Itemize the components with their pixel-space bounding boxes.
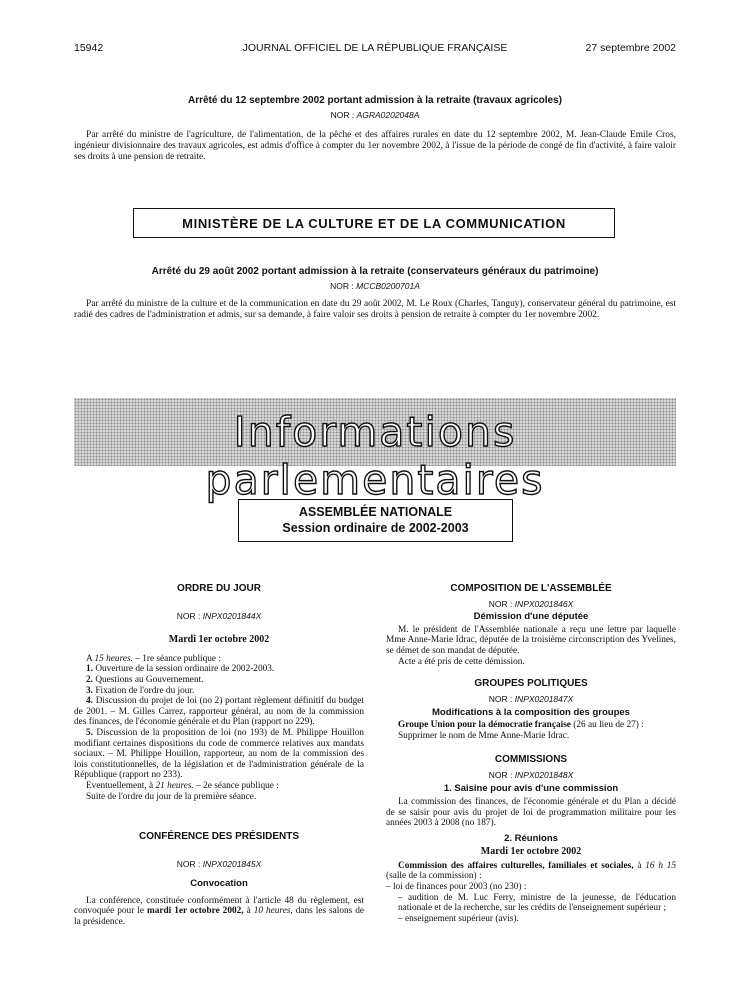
conference-text-c: à: [246, 906, 251, 917]
commissions-sub2: 2. Réunions: [504, 832, 558, 844]
group-count: (26 au lieu de 27) :: [573, 719, 644, 730]
commissions-sub1: 1. Saisine pour avis d'une commission: [443, 783, 619, 795]
commissions-nor: [386, 770, 676, 781]
nor-label: NOR :: [488, 598, 513, 609]
bullet-item: – enseignement supérieur (avis).: [398, 913, 519, 924]
page-number: 15942: [74, 42, 104, 54]
nor-code: INPX0201844X: [202, 610, 262, 621]
journal-title: JOURNAL OFFICIEL DE LA RÉPUBLIQUE FRANÇAISE: [242, 42, 508, 54]
list-item: [74, 675, 364, 686]
ordre-date: Mardi 1er octobre 2002: [168, 634, 270, 646]
list-item: [74, 696, 364, 728]
commissions-heading: COMMISSIONS: [494, 754, 568, 766]
ordre-items: [74, 664, 364, 781]
ordre-intro: A 15 heures. – 1re séance publique :: [86, 653, 221, 664]
commissions-date: Mardi 1er octobre 2002: [480, 846, 582, 858]
groupes-text2: Supprimer le nom de Mme Anne-Marie Idrac.: [398, 730, 570, 741]
commission-a: à: [637, 860, 642, 871]
list-item: [74, 728, 364, 781]
decree1-nor: [74, 110, 676, 120]
issue-date: 27 septembre 2002: [585, 42, 676, 54]
decree2-title: Arrêté du 29 août 2002 portant admission à la retraite (conservateurs généraux du patrimoine): [151, 266, 599, 277]
evening-prefix: Eventuellement, à: [86, 780, 154, 791]
ordre-evening: [74, 781, 364, 792]
running-header: [74, 42, 676, 58]
nor-code: INPX0201848X: [514, 769, 574, 780]
list-item: [74, 664, 364, 675]
nor-label: NOR :: [176, 858, 201, 869]
decree1-title: Arrêté du 12 septembre 2002 portant admission à la retraite (travaux agricoles): [187, 95, 563, 106]
item-number: 5.: [86, 727, 93, 738]
intro-rest: – 1re séance publique :: [135, 653, 221, 664]
commission-room: (salle de la commission) :: [386, 871, 482, 882]
conference-place: dans les salons de la présidence.: [74, 906, 365, 928]
commission-time: 16 h 15: [645, 860, 677, 871]
section-banner: [74, 398, 676, 504]
ministry-box: [133, 208, 615, 238]
conference-nor: [74, 859, 364, 870]
item-text: Discussion de la proposition de loi (no 193) de M. Philippe Houillon modifiant certaines dispositions du code de commerce relatives aux mandats sociaux. – M. Philippe Houillon, rapporteur, au nom de la commission des lois constitutionnelles, de la législation et de l'administration générale de la République (rapport no 233).: [74, 727, 364, 781]
item-number: 1.: [86, 664, 93, 675]
composition-nor: [386, 599, 676, 610]
item-text: Discussion du projet de loi (no 2) portant règlement définitif du budget de 2001. – M. Gilles Carrez, rapporteur général, au nom de la commission des finances, de l'économie générale et du Plan (rapport no 229).: [74, 696, 364, 728]
groupes-sub: Modifications à la composition des groupes: [432, 707, 630, 719]
groupes-nor: [386, 694, 676, 705]
ordre-nor: [74, 611, 364, 622]
item-text: Fixation de l'ordre du jour.: [95, 685, 195, 696]
bullet-item: – audition de M. Luc Ferry, ministre de la jeunesse, de l'éducation nationale et de la recherche, sur les crédits de l'enseignement supérieur ;: [398, 892, 676, 914]
conference-text: [74, 896, 364, 928]
ordre-heading: ORDRE DU JOUR: [177, 583, 261, 594]
conference-text-a: La conférence, constituée conformément à l'article 48 du règlement, est convoquée pour le: [74, 895, 364, 917]
commissions-meeting: [386, 861, 676, 882]
composition-heading: COMPOSITION DE L'ASSEMBLÉE: [450, 583, 612, 594]
ministry-title: MINISTÈRE DE LA CULTURE ET DE LA COMMUNICATION: [182, 215, 566, 231]
groupes-heading: GROUPES POLITIQUES: [474, 678, 588, 690]
assembly-title: ASSEMBLÉE NATIONALE: [298, 505, 453, 519]
nor-code: AGRA0202048A: [356, 110, 420, 120]
evening-rest: – 2e séance publique :: [196, 780, 279, 791]
nor-code: INPX0201845X: [202, 858, 262, 869]
composition-text2: Acte a été pris de cette démission.: [398, 656, 525, 667]
item-text: Questions au Gouvernement.: [95, 674, 204, 685]
nor-label: NOR :: [488, 693, 513, 704]
nor-label: NOR :: [176, 610, 201, 621]
group-name: Groupe Union pour la démocratie française: [398, 719, 571, 730]
right-column: [386, 584, 676, 924]
session-title: Session ordinaire de 2002-2003: [282, 521, 469, 535]
left-column: [74, 584, 364, 928]
decree1-text: Par arrêté du ministre de l'agriculture, de l'alimentation, de la pêche et des affaires rurales en date du 12 septembre 2002, M. Jean-Claude Emile Cros, ingénieur divisionnaire des travaux agricoles, est admis d'office à compter du 1er novembre 2002, à l'issue de la période de congé de fin d'activité, à faire valoir ses droits à une pension de retraite.: [74, 130, 676, 162]
ordre-evening-line: Suite de l'ordre du jour de la première séance.: [86, 791, 257, 802]
nor-label: NOR :: [488, 769, 513, 780]
conference-time: 10 heures,: [253, 906, 293, 917]
conference-sub: Convocation: [190, 878, 248, 890]
conference-date: mardi 1er octobre 2002,: [146, 906, 244, 917]
assembly-box: [238, 499, 513, 542]
nor-label: NOR :: [330, 281, 354, 291]
composition-text: M. le président de l'Assemblée nationale a reçu une lettre par laquelle Mme Anne-Marie Idrac, députée de la troisième circonscription des Yvelines, se démet de son mandat de députée.: [386, 624, 676, 656]
item-text: Ouverture de la session ordinaire de 2002-2003.: [95, 664, 275, 675]
banner-title: Informations parlementaires: [205, 408, 545, 504]
item-number: 2.: [86, 674, 93, 685]
intro-time: 15 heures.: [94, 653, 133, 664]
nor-label: NOR :: [330, 110, 355, 120]
item-number: 4.: [86, 696, 93, 707]
decree2-nor: [74, 281, 676, 291]
commission-name: Commission des affaires culturelles, familiales et sociales,: [398, 860, 634, 871]
decree2-text: Par arrêté du ministre de la culture et de la communication en date du 29 août 2002, M. Le Roux (Charles, Tanguy), conservateur général du patrimoine, est radié des cadres de l'administration et admis, sur sa demande, à faire valoir ses droits à pension de retraite à compter du 1er novembre 2002.: [74, 299, 676, 320]
conference-heading: CONFÉRENCE DES PRÉSIDENTS: [138, 831, 300, 843]
item-number: 3.: [86, 685, 93, 696]
commissions-text1: La commission des finances, de l'économie générale et du Plan a décidé de se saisir pour avis du projet de loi de programmation militaire pour les années 2003 à 2008 (no 187).: [386, 796, 676, 829]
nor-code: INPX0201846X: [514, 598, 574, 609]
composition-sub: Démission d'une députée: [473, 611, 589, 623]
nor-code: MCCB0200701A: [356, 281, 420, 291]
nor-code: INPX0201847X: [514, 693, 574, 704]
list-item: [74, 686, 364, 697]
evening-time: 21 heures.: [155, 780, 194, 791]
groupes-text: [386, 720, 676, 731]
bullet-item: – loi de finances pour 2003 (no 230) :: [386, 882, 527, 893]
